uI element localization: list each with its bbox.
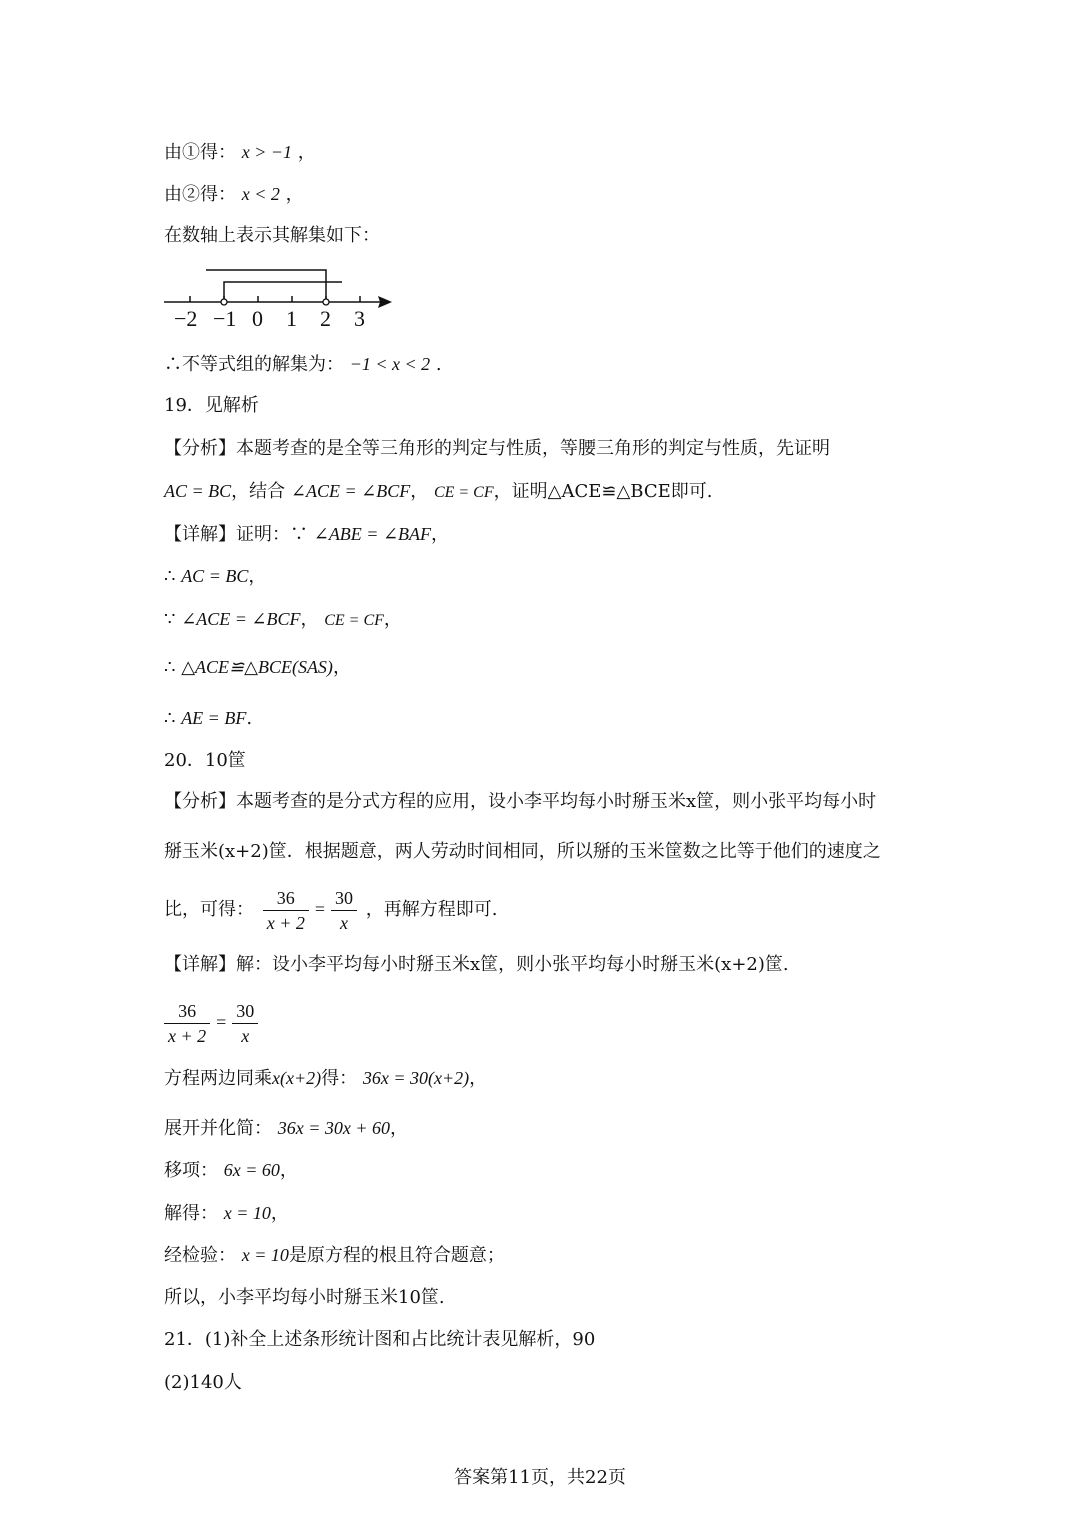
fraction-36-over-x-plus-2 <box>263 886 309 935</box>
tick-label: 1 <box>286 306 297 331</box>
q19-detail-line4 <box>164 655 351 680</box>
text: 【详解】证明：∵ <box>164 524 308 545</box>
math: x = 10 <box>241 1245 289 1265</box>
open-circle-2 <box>323 299 329 305</box>
therefore: ∴ <box>164 657 176 678</box>
text: 由②得： <box>164 184 236 205</box>
numerator: 30 <box>236 1000 255 1021</box>
q20-step-move <box>164 1158 298 1183</box>
q19-detail-line3 <box>164 607 402 633</box>
tick-label: −2 <box>174 306 198 331</box>
text: 方程两边同乘 <box>164 1068 272 1089</box>
q20-equation <box>164 996 261 1049</box>
math: △ACE≌△BCE(SAS) <box>181 657 333 677</box>
punct: ， <box>279 1160 298 1181</box>
numerator: 36 <box>178 1000 197 1021</box>
because: ∵ <box>164 609 176 630</box>
q20-analysis-line1 <box>164 790 876 814</box>
math: ∠ACE = ∠BCF <box>290 481 411 501</box>
text: 是原方程的根且符合题意； <box>288 1245 505 1266</box>
text: 所以，小李平均每小时掰玉米10筐. <box>164 1287 445 1308</box>
text: 得： <box>321 1068 358 1089</box>
text: 19．见解析 <box>164 395 259 416</box>
punct: ， <box>332 657 351 678</box>
text: ，证明△ACE≌△BCE即可. <box>493 481 713 502</box>
text: 经检验： <box>164 1245 236 1266</box>
q21-part2 <box>164 1371 242 1395</box>
text: ∴不等式组的解集为： <box>164 354 344 375</box>
math: CE = CF <box>324 612 384 629</box>
q20-analysis-line2 <box>164 840 881 864</box>
punct: ， <box>285 184 304 205</box>
line-from-2 <box>164 182 304 207</box>
text: 掰玉米(x+2)筐．根据题意，两人劳动时间相同，所以掰的玉米筐数之比等于他们的速度之 <box>164 841 881 862</box>
text: 移项： <box>164 1160 218 1181</box>
math: AC = BC <box>164 481 232 501</box>
text: 【详解】解：设小李平均每小时掰玉米x筐，则小张平均每小时掰玉米(x+2)筐. <box>164 954 789 975</box>
math: x = 10 <box>223 1203 271 1223</box>
equals: = <box>314 899 326 919</box>
text: 在数轴上表示其解集如下： <box>164 225 380 246</box>
punct: ， <box>410 481 429 502</box>
q20-conclusion <box>164 1286 445 1310</box>
punct: ， <box>300 609 319 630</box>
line-from-1 <box>164 140 316 165</box>
tick-label: 2 <box>320 306 331 331</box>
q19-title <box>164 394 259 418</box>
text: 21．(1)补全上述条形统计图和占比统计表见解析，90 <box>164 1329 596 1350</box>
q19-detail-line2 <box>164 564 266 589</box>
page-footer: 答案第11页，共22页 <box>454 1467 626 1488</box>
denominator: x <box>232 1023 258 1048</box>
punct: . <box>435 354 442 375</box>
punct: ， <box>248 566 267 587</box>
math: 36x = 30(x+2) <box>362 1068 470 1088</box>
open-circle-neg1 <box>221 299 227 305</box>
denominator: x <box>331 910 357 935</box>
q20-title <box>164 749 246 773</box>
q20-step-check <box>164 1243 505 1268</box>
punct: ， <box>390 1118 409 1139</box>
therefore: ∴ <box>164 708 176 729</box>
text: 解得： <box>164 1203 218 1224</box>
q19-analysis-line1 <box>164 437 830 461</box>
math: AE = BF <box>181 708 247 728</box>
arrow-head-icon <box>378 296 392 308</box>
number-line-figure <box>160 262 400 334</box>
math: 6x = 60 <box>223 1160 280 1180</box>
denominator: x + 2 <box>164 1023 210 1048</box>
punct: ， <box>469 1068 488 1089</box>
text: 由①得： <box>164 142 236 163</box>
q19-detail-line5 <box>164 706 252 731</box>
text: 展开并化简： <box>164 1118 272 1139</box>
q21-part1 <box>164 1328 595 1352</box>
q19-analysis-line2 <box>164 479 713 505</box>
inequality: x > −1 <box>241 142 293 162</box>
numerator: 30 <box>335 887 354 908</box>
math: x(x+2) <box>272 1068 322 1088</box>
punct: ， <box>297 142 316 163</box>
therefore: ∴ <box>164 566 176 587</box>
fraction-30-over-x <box>232 999 258 1048</box>
math: AC = BC <box>181 566 249 586</box>
inequality: −1 < x < 2 <box>349 354 431 374</box>
tick-label: −1 <box>213 306 237 331</box>
text: 比，可得： <box>164 899 254 920</box>
math: ∠ACE = ∠BCF <box>181 609 301 629</box>
inequality: x < 2 <box>241 184 280 204</box>
punct: ， <box>270 1203 289 1224</box>
math: ∠ABE = ∠BAF <box>313 524 432 544</box>
q20-step-solve <box>164 1201 289 1226</box>
line-numberline-intro <box>164 224 380 248</box>
fraction-30-over-x <box>331 886 357 935</box>
punct: . <box>246 708 253 729</box>
text: ，再解方程即可. <box>365 899 498 920</box>
line-solution-set <box>164 352 442 377</box>
tick-label: 3 <box>354 306 365 331</box>
q19-detail-line1 <box>164 522 449 547</box>
text: 【分析】本题考查的是分式方程的应用，设小李平均每小时掰玉米x筐，则小张平均每小时 <box>164 791 877 812</box>
math: 36x = 30x + 60 <box>277 1118 391 1138</box>
q20-step-expand <box>164 1116 408 1141</box>
equals: = <box>216 1012 227 1032</box>
q20-step-multiply <box>164 1066 487 1091</box>
text: ，结合 <box>231 481 286 502</box>
q20-detail-line1 <box>164 953 789 977</box>
text: 20．10筐 <box>164 750 246 771</box>
tick-label: 0 <box>252 306 263 331</box>
text: 【分析】本题考查的是全等三角形的判定与性质，等腰三角形的判定与性质，先证明 <box>164 438 830 459</box>
text: (2)140人 <box>164 1372 242 1393</box>
denominator: x + 2 <box>263 910 309 935</box>
punct: ， <box>383 609 402 630</box>
punct: ， <box>431 524 450 545</box>
solution-ray-x-gt-neg1 <box>224 282 342 299</box>
q20-analysis-line3 <box>164 884 498 935</box>
numerator: 36 <box>276 887 295 908</box>
fraction-36-over-x-plus-2 <box>164 999 210 1048</box>
math: CE = CF <box>433 484 494 501</box>
